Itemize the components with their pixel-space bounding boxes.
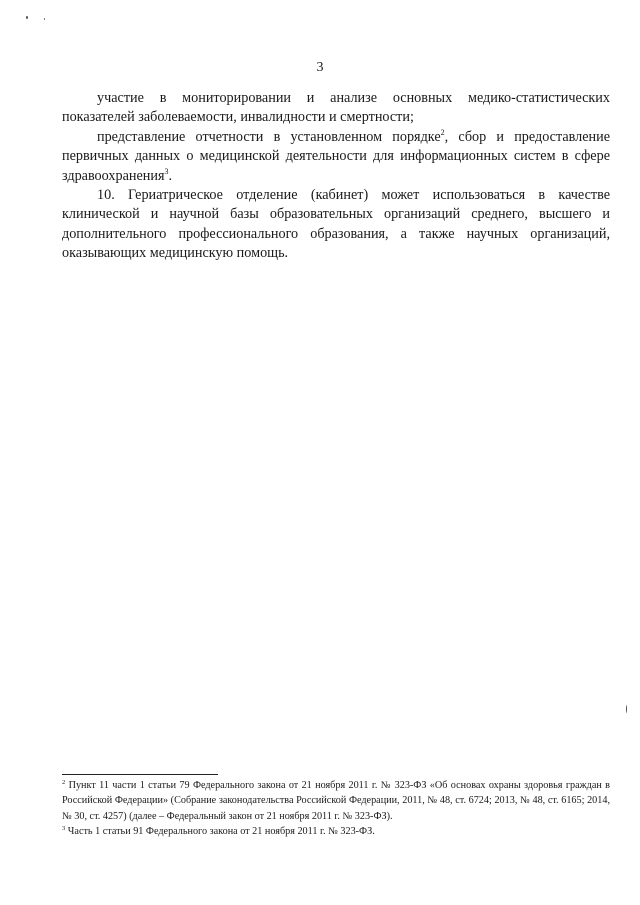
scan-speck xyxy=(44,18,45,20)
main-text xyxy=(62,89,610,264)
footnote-2-text: Пункт 11 части 1 статьи 79 Федерального закона от 21 ноября 2011 г. № 323-ФЗ «Об основах охраны здоровья граждан в Российской Федерации» (Собрание законодательства Российской Федерации, 2011, № 48, ст. 6724; 2013, № 48, ст. 6165; 2014, № 30, ст. 4257) (далее – Федеральный закон от 21 ноября 2011 г. № 323-ФЗ). xyxy=(62,780,610,822)
paragraph-reporting-text-cont: , сбор и предоставление первичных данных о медицинской деятельности для информационных систем в сфере здравоохранения xyxy=(62,128,610,184)
footnote-2-mark: 2 xyxy=(62,779,66,786)
footnote-3 xyxy=(62,824,610,839)
footnotes xyxy=(62,778,610,840)
paragraph-reporting-end: . xyxy=(168,167,173,184)
paragraph-reporting xyxy=(62,128,610,186)
scan-speck xyxy=(626,705,627,713)
scan-speck xyxy=(26,16,28,19)
footnote-separator xyxy=(62,774,218,775)
paragraph-reporting-text: представление отчетности в установленном порядке xyxy=(97,128,441,145)
paragraph-monitoring: участие в мониторировании и анализе основных медико-статистических показателей заболеваемости, инвалидности и смертности; xyxy=(62,90,610,126)
page-number: 3 xyxy=(316,60,324,75)
footnote-2 xyxy=(62,778,610,824)
footnote-ref-3[interactable]: 3 xyxy=(164,166,169,176)
footnote-ref-2[interactable]: 2 xyxy=(440,127,445,137)
footnote-3-mark: 3 xyxy=(62,825,66,833)
footnote-3-text: Часть 1 статьи 91 Федерального закона от 21 ноября 2011 г. № 323-ФЗ. xyxy=(65,826,375,838)
paragraph-item-10: 10. Гериатрическое отделение (кабинет) может использоваться в качестве клинической и научной базы образовательных организаций среднего, высшего и дополнительного профессионального образования, а также научных организаций, оказывающих медицинскую помощь. xyxy=(62,187,610,262)
